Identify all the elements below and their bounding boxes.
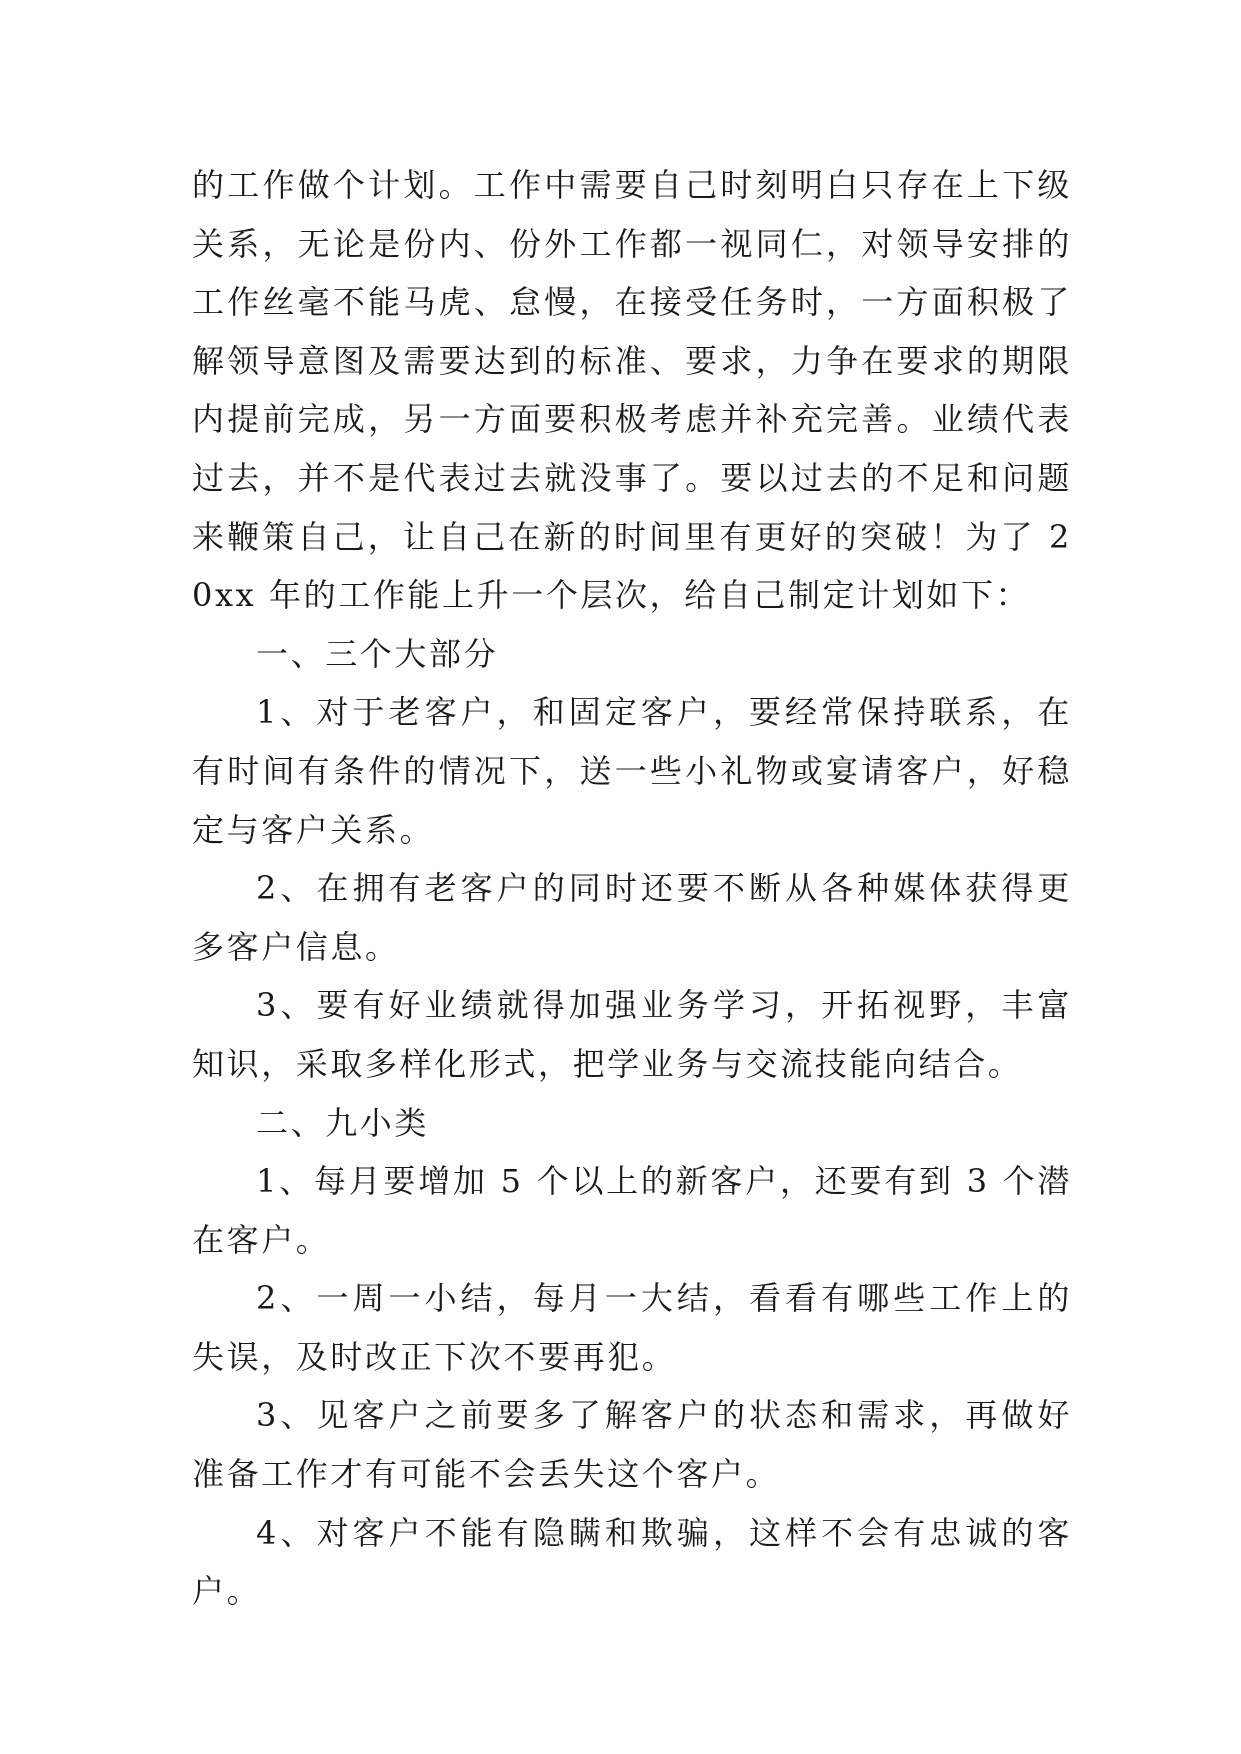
- list-item: 1、每月要增加 5 个以上的新客户，还要有到 3 个潜在客户。: [192, 1162, 1072, 1259]
- list-item: 3、见客户之前要多了解客户的状态和需求，再做好准备工作才有可能不会丢失这个客户。: [192, 1396, 1072, 1494]
- list-item: 4、对客户不能有隐瞒和欺骗，这样不会有忠诚的客户。: [192, 1513, 1072, 1611]
- section-heading-nine-categories: 二、九小类: [256, 1103, 430, 1142]
- list-item: 2、一周一小结，每月一大结，看看有哪些工作上的失误，及时改正下次不要再犯。: [192, 1279, 1072, 1376]
- section-heading-three-parts: 一、三个大部分: [256, 634, 499, 673]
- list-item: 2、在拥有老客户的同时还要不断从各种媒体获得更多客户信息。: [192, 869, 1072, 966]
- list-item: 3、要有好业绩就得加强业务学习，开拓视野，丰富知识，采取多样化形式，把学业务与交流技能向结合。: [192, 986, 1072, 1083]
- document-body: [192, 156, 1072, 1621]
- list-item: 1、对于老客户，和固定客户，要经常保持联系，在有时间有条件的情况下，送一些小礼物或宴请客户，好稳定与客户关系。: [192, 693, 1072, 849]
- paragraph-continuation: 的工作做个计划。工作中需要自己时刻明白只存在上下级关系，无论是份内、份外工作都一视同仁，对领导安排的工作丝毫不能马虎、怠慢，在接受任务时，一方面积极了解领导意图及需要达到的标准、要求，力争在要求的期限内提前完成，另一方面要积极考虑并补充完善。业绩代表过去，并不是代表过去就没事了。要以过去的不足和问题来鞭策自己，让自己在新的时间里有更好的突破！为了 20xx 年的工作能上升一个层次，给自己制定计划如下：: [192, 166, 1072, 615]
